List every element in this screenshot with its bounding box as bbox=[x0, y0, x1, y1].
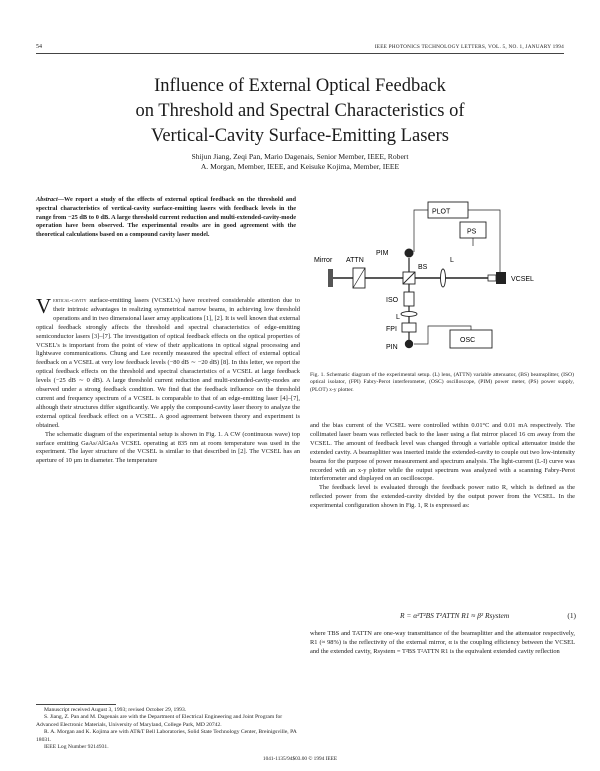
paper-title bbox=[40, 74, 560, 149]
author-line: Shijun Jiang, Zeqi Pan, Mario Dagenais, Senior Member, IEEE, Robert bbox=[191, 152, 409, 161]
footnote: R. A. Morgan and K. Kojima are with AT&T Bell Laboratories, Solid State Technology Center, Breinigsville, PA 18031. bbox=[36, 729, 297, 743]
l-mid-label: L bbox=[396, 314, 400, 321]
abstract bbox=[36, 196, 296, 240]
bs-label: BS bbox=[418, 264, 428, 271]
running-head: IEEE PHOTONICS TECHNOLOGY LETTERS, VOL. 5, NO. 1, JANUARY 1994 bbox=[374, 44, 564, 50]
right-paragraph: where TBS and TATTN are one-way transmittance of the beamsplitter and the attenuator respectively, R1 (≈ 98%) is the reflectivity of the external mirror, α is the coupling efficiency between the VCSEL and the extended cavity, Rsystem = T²BS T²ATTN R1 is the equivalent extended cavity reflection bbox=[310, 630, 575, 655]
intro-text: surface-emitting lasers (VCSEL's) have received considerable attention due to their intrinsic advantages in realizing symmetrical narrow beams, in achieving low threshold operations and in two dimensional laser array applications [1], [2]. It is well known that external optical feedback strongly affects the threshold and spectral characteristics of edge-emitting semiconductor lasers [3]–[7]. The investigation of optical feedback effects on the optical properties of VCSEL's is important from the point of view of their applications in optical signal processing and lightwave communications. Chung and Lee recently measured the spectral effect of external optical feedback on a VCSEL at very low feedback levels (−80 dB ∼ −20 dB) [8]. In this letter, we report the optical feedback effects on the threshold and spectral characteristics of a VCSEL at large feedback levels (−25 dB ∼ 0 dB). A large threshold current reduction and multi-extended-cavity-modes are observed under a strong feedback condition. We find that the feedback influence on the threshold current and frequency spectrum of a VCSEL is comparable to that of an edge-emitting laser [4]–[7], although their structures differ significantly. We apply the compound-cavity laser theory to analyze the external optical feedback effect on a VCSEL. A good agreement between theory and experiment is obtained. bbox=[36, 297, 300, 429]
author-list bbox=[170, 152, 430, 172]
footnote-rule bbox=[36, 704, 116, 705]
ps-wire bbox=[468, 210, 500, 276]
vcsel-device bbox=[496, 272, 506, 284]
fabry-perot bbox=[402, 323, 416, 332]
osc-label: OSC bbox=[460, 337, 476, 344]
setup-paragraph: The schematic diagram of the experimental setup is shown in Fig. 1. A CW (continuous wave) top surface emitting GaAs/AlGaAs VCSEL operating at 835 nm at room temperature was used in the experiment. The layer structure of the VCSEL is similar to that described in [2]. The VCSEL has an aperture of 10 µm in diameter. The temperature bbox=[36, 430, 300, 465]
author-line: A. Morgan, Member, IEEE, and Keisuke Kojima, Member, IEEE bbox=[200, 162, 400, 171]
abstract-text: —We report a study of the effects of external optical feedback on the threshold and spectral characteristics of vertical-cavity surface-emitting lasers with feedback levels in the range from −25 dB to 0 dB. A large threshold current reduction and multi-extended-cavity-mode operation have been observed. The experimental results are in good agreement with the theoretical calculations based on a compound cavity laser model. bbox=[36, 196, 296, 239]
title-line: on Threshold and Spectral Characteristics of bbox=[135, 101, 465, 121]
lens-mid bbox=[401, 312, 417, 317]
plot-wire bbox=[414, 210, 428, 252]
plot-label: PLOT bbox=[432, 208, 451, 216]
pim-label: PIM bbox=[376, 250, 389, 257]
equation-number: (1) bbox=[567, 611, 576, 620]
external-mirror bbox=[328, 269, 333, 287]
footnote: S. Jiang, Z. Pan and M. Dagenais are with the Department of Electrical Engineering and Joint Program for Advanced Electronic Materials, University of Maryland, College Park, MD 20742. bbox=[36, 714, 283, 728]
right-paragraph: The feedback level is evaluated through the feedback power ratio R, which is defined as the reflected power from the extended-cavity divided by the output power from the VCSEL. In the experimental configuration shown in Fig. 1, R is expressed as: bbox=[310, 484, 575, 510]
setup-diagram bbox=[310, 196, 575, 366]
vcsel-label: VCSEL bbox=[511, 276, 534, 283]
header-rule bbox=[36, 53, 564, 54]
title-line: Influence of External Optical Feedback bbox=[154, 76, 446, 96]
pin-detector bbox=[405, 340, 413, 348]
left-column-body bbox=[36, 294, 300, 466]
fpi-label: FPI bbox=[386, 326, 397, 333]
right-column-continued bbox=[310, 630, 575, 657]
ps-label: PS bbox=[467, 228, 477, 236]
footnotes bbox=[36, 707, 300, 751]
lens-top bbox=[441, 269, 446, 287]
mirror-label: Mirror bbox=[314, 257, 333, 264]
l-top-label: L bbox=[450, 257, 454, 264]
right-column-body bbox=[310, 422, 575, 511]
pin-label: PIN bbox=[386, 344, 398, 351]
drop-cap: V bbox=[36, 294, 52, 318]
abstract-label: Abstract bbox=[36, 196, 58, 203]
footnote: Manuscript received August 3, 1993; revised October 29, 1993. bbox=[44, 707, 187, 713]
right-paragraph: and the bias current of the VCSEL were controlled within 0.01°C and 0.01 mA respectively. The collimated laser beam was reflected back to the laser using a flat mirror placed 16 cm away from the VCSEL. The amount of feedback level was changed through a variable optical attenuator inside the extended cavity. A beamsplitter was inserted inside the extended-cavity to couple out two low-intensity beams for the purpose of power measurement and spectrum analysis. The light-current (L-I) curve was recorded with an x-y plotter while the output spectrum was analyzed with a scanning Fabry-Perot interferometer and displayed on an oscilloscope. bbox=[310, 422, 575, 483]
footnote: IEEE Log Number 9214931. bbox=[44, 744, 109, 751]
figure-caption: Fig. 1. Schematic diagram of the experimental setup. (L) lens, (ATTN) variable attenuator, (BS) beamsplitter, (ISO) optical isolator, (FPI) Fabry-Perot interferometer, (OSC) oscilloscope, (PIM) power meter, (PS) power supply, (PLOT) x-y plotter. bbox=[310, 372, 574, 393]
title-line: Vertical-Cavity Surface-Emitting Lasers bbox=[151, 126, 449, 146]
power-meter-detector bbox=[405, 249, 414, 258]
attn-label: ATTN bbox=[346, 257, 364, 264]
optical-isolator bbox=[404, 292, 414, 306]
intro-paragraph bbox=[36, 294, 300, 431]
page-number: 54 bbox=[36, 44, 42, 50]
intro-smallcaps: ertical-cavity bbox=[53, 297, 87, 304]
iso-label: ISO bbox=[386, 297, 399, 304]
equation-body: R = α²T²BS T²ATTN R1 ≈ β² Rsystem bbox=[400, 611, 510, 620]
copyright-line: 1041-1135/94$03.00 © 1994 IEEE bbox=[262, 756, 338, 762]
